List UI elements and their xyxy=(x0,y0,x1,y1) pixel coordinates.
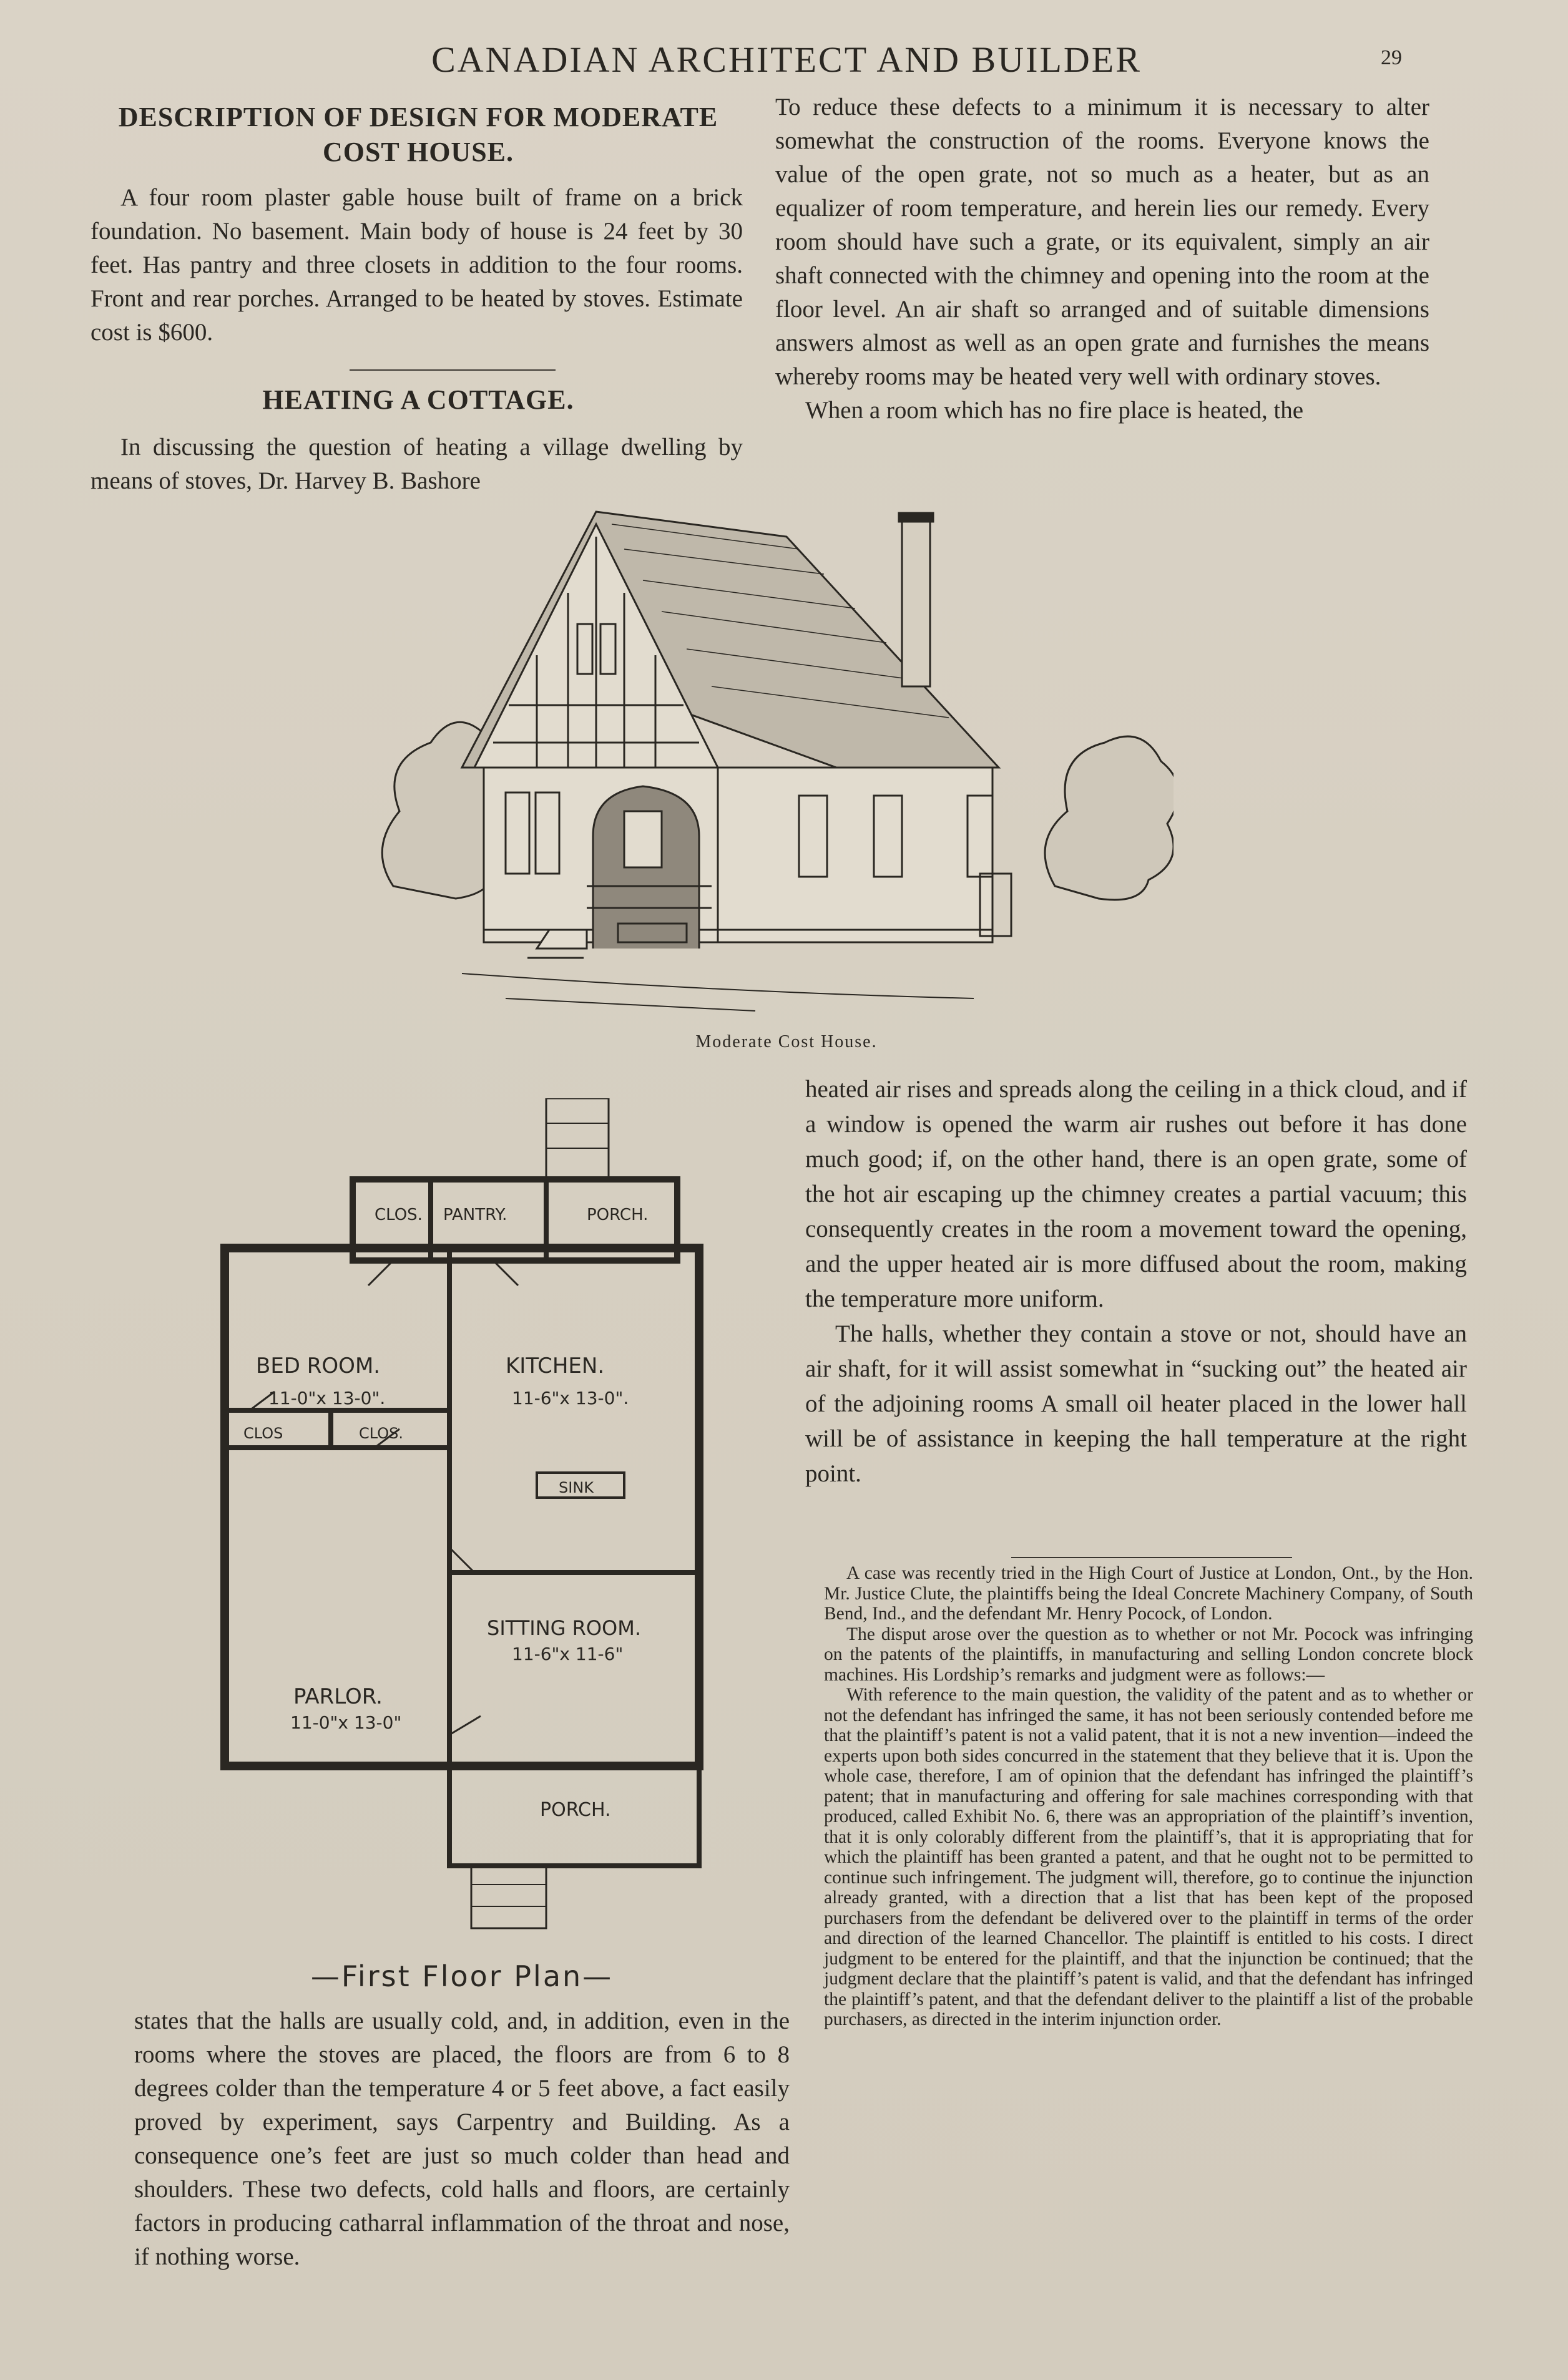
court-case-p2: The disput arose over the question as to whether or not Mr. Pocock was infringing on the patents of the plaintiffs, in manufacturing and selling London concrete block machines. His Lordship’s remarks and judgment were as follows:— xyxy=(824,1624,1473,1685)
heating-defects-text: states that the halls are usually cold, and, in addition, even in the rooms where the stoves are placed, the floors are from 6 to 8 degrees colder than the temperature 4 or 5 feet above, a fact easily proved by experiment, says Carpentry and Building. As a consequence one’s feet are just so much colder than head and shoulders. These two defects, cold halls and floors, are certainly factors in producing catharral inflammation of the throat and nose, if nothing worse. xyxy=(134,2007,790,2270)
plan-label-porch-rear: PORCH. xyxy=(587,1206,649,1224)
page-number: 29 xyxy=(1381,46,1402,69)
plan-label-parlor: PARLOR. xyxy=(293,1684,383,1709)
heating-remedy-text: To reduce these defects to a minimum it is necessary to alter somewhat the construction of the rooms. Everyone knows the value of the open grate, not so much as a heater, but as an equalizer of room temperature, and herein lies our remedy. Every room should have such a grate, or its equivalent, simply an air shaft connected with the chimney and opening into the room at the floor level. An air shaft so arranged and of suitable dimensions answers almost as well as an open grate and furnishes the means whereby rooms may be heated very well with ordinary stoves. xyxy=(775,94,1429,390)
court-case-article xyxy=(824,1563,1473,2030)
bottom-left-column xyxy=(134,2004,790,2274)
heading-line-2: COST HOUSE. xyxy=(322,137,514,167)
floor-plan-drawing xyxy=(187,1098,762,1934)
plan-label-clos-top: CLOS. xyxy=(375,1206,423,1224)
plan-label-sink: SINK xyxy=(559,1479,594,1496)
plan-label-kitchen-size: 11-6"x 13-0". xyxy=(512,1388,629,1408)
plan-label-parlor-size: 11-0"x 13-0" xyxy=(290,1712,402,1733)
halls-text: The halls, whether they contain a stove or not, should have an air shaft, for it will assist somewhat in “sucking out” the heated air of the adjoining rooms A small oil heater placed in the lower hall will be of assistance in keeping the hall temperature at the right point. xyxy=(805,1320,1467,1487)
illustration-caption: Moderate Cost House. xyxy=(695,1032,878,1051)
heating-intro-text: In discussing the question of heating a village dwelling by means of stoves, Dr. Harvey B. Bashore xyxy=(91,434,743,494)
plan-label-porch-front: PORCH. xyxy=(540,1799,611,1821)
court-case-p1: A case was recently tried in the High Court of Justice at London, Ont., by the Hon. Mr. Justice Clute, the plaintiffs being the Ideal Concrete Machinery Company, of South Bend, Ind., and the defendant Mr. Henry Pocock, of London. xyxy=(824,1563,1473,1624)
plan-label-sitting: SITTING ROOM. xyxy=(487,1616,642,1640)
plan-label-pantry: PANTRY. xyxy=(443,1206,507,1224)
floor-plan-title: —First Floor Plan— xyxy=(310,1959,614,1993)
heated-air-text: heated air rises and spreads along the ceiling in a thick cloud, and if a window is opened the warm air rushes out before it has done much good; if, on the other hand, there is an open grate, some of the hot air escaping up the chimney creates a partial vacuum; this consequently creates in the room a movement toward the opening, and the upper heated air is more diffused about the room, making the temperature more uniform. xyxy=(805,1076,1467,1312)
heading-line-1: DESCRIPTION OF DESIGN FOR MODERATE xyxy=(118,102,718,132)
plan-label-clos-left: CLOS xyxy=(243,1425,283,1442)
plan-label-kitchen: KITCHEN. xyxy=(506,1353,605,1378)
article-heading-design xyxy=(87,100,749,170)
plan-label-bedroom-size: 11-0"x 13-0". xyxy=(268,1388,386,1408)
plan-label-sitting-size: 11-6"x 11-6" xyxy=(512,1644,624,1664)
heating-intro xyxy=(91,431,743,498)
plan-label-bedroom: BED ROOM. xyxy=(256,1353,381,1378)
section-divider xyxy=(350,369,556,371)
heating-right-column xyxy=(775,90,1429,427)
heating-right-column-continued xyxy=(805,1072,1467,1491)
plan-label-clos-mid: CLOS. xyxy=(359,1425,404,1442)
court-case-divider xyxy=(1011,1557,1292,1558)
heating-fireplace-start: When a room which has no fire place is heated, the xyxy=(805,397,1304,424)
court-case-p3: With reference to the main question, the validity of the patent and as to whether or not the defendant has infringed the same, it has not been seriously contended before me that the plaintiff’s patent is not a valid patent, that it is not a new invention—indeed the experts upon both sides concurred in the statement that they believe that it is. Upon the whole case, therefore, I am of opinion that the defendant has infringed the plaintiff’s patent; that in manufacturing and offering for sale machines corresponding with that produced, called Exhibit No. 6, there was an appropriation of the plaintiff’s invention, that it is only colorably different from the plaintiff’s, that it is appropriating that for which the plaintiff has been granted a patent, and that he ought not to be permitted to continue such infringement. The judgment will, therefore, go to continue the injunction already granted, with a direction that a list that has been kept of the proposed purchasers from the defendant be delivered over to the plaintiff in terms of the order and direction of the learned Chancellor. The plaintiff is entitled to his costs. I direct judgment to be entered for the plaintiff, and that the injunction be continued; that the judgment declare that the plaintiff’s patent is valid, and that the defendant has infringed the plaintiff’s patent, and that the defendant deliver to the plaintiff a list of the probable purchasers, as directed in the interim injunction order. xyxy=(824,1685,1473,2029)
design-description-text: A four room plaster gable house built of frame on a brick foundation. No basement. Main body of house is 24 feet by 30 feet. Has pantry and three closets in addition to the four rooms. Front and rear porches. Arranged to be heated by stoves. Estimate cost is $600. xyxy=(91,184,743,346)
article-heading-heating: HEATING A COTTAGE. xyxy=(262,384,574,415)
house-illustration xyxy=(350,499,1174,1030)
design-description xyxy=(91,181,743,349)
masthead: CANADIAN ARCHITECT AND BUILDER xyxy=(431,39,1142,80)
